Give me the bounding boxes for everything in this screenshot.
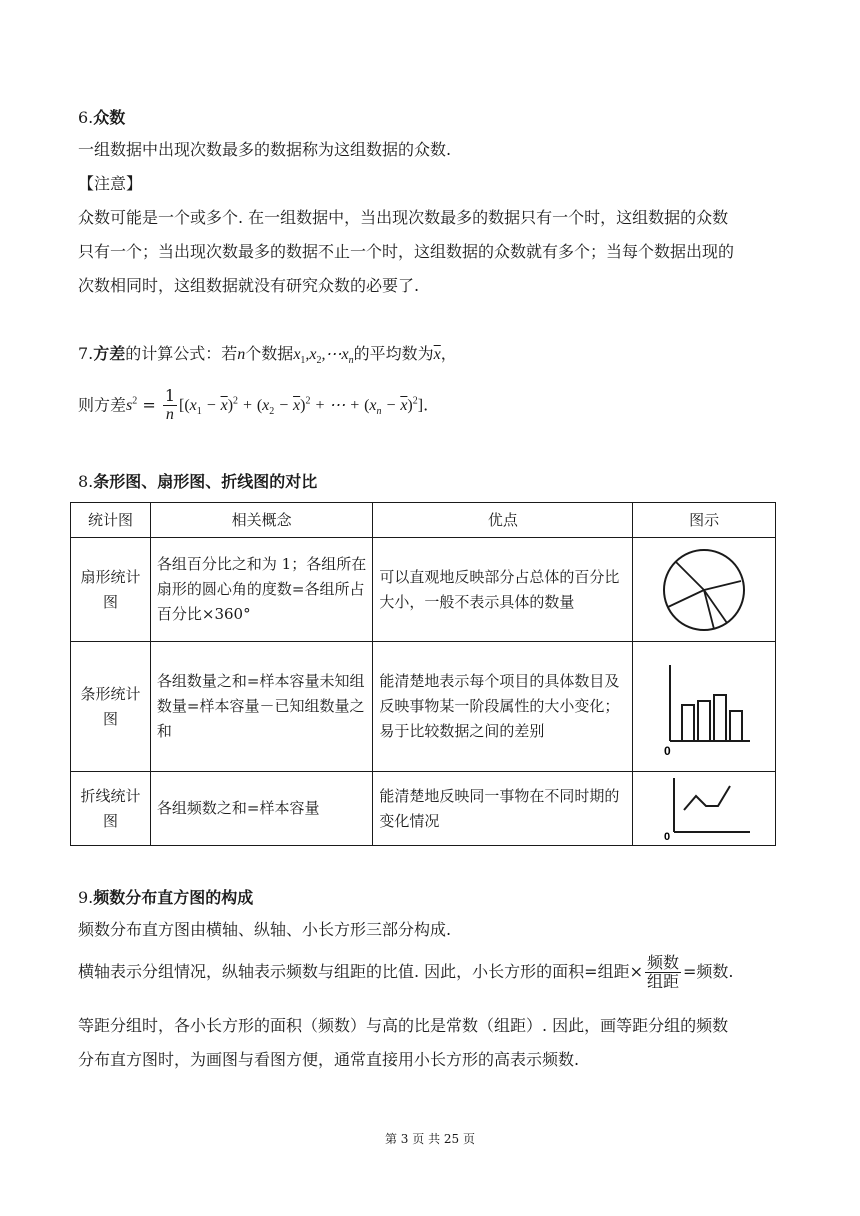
section-7-heading bbox=[78, 344, 457, 371]
section-6-heading bbox=[78, 108, 125, 128]
chart-type-cell: 条形统计图 bbox=[71, 642, 151, 772]
formula-fraction bbox=[163, 387, 177, 424]
formula-prefix: 则方差 bbox=[78, 395, 127, 415]
column-header: 统计图 bbox=[71, 503, 151, 538]
page-number: 3 bbox=[400, 1132, 409, 1146]
text: 的计算公式：若 bbox=[125, 344, 238, 363]
text: 个数据 bbox=[245, 344, 294, 363]
histogram-line-1: 频数分布直方图由横轴、纵轴、小长方形三部分构成. bbox=[78, 920, 452, 939]
page-total: 25 bbox=[443, 1132, 460, 1146]
section-number: 8. bbox=[78, 472, 94, 491]
concept-cell: 各组频数之和=样本容量 bbox=[150, 772, 373, 846]
advantage-cell: 能清楚地表示每个项目的具体数目及反映事物某一阶段属性的大小变化；易于比较数据之间的差别 bbox=[373, 642, 633, 772]
pie-chart-icon bbox=[661, 547, 747, 633]
advantage-cell: 能清楚地反映同一事物在不同时期的变化情况 bbox=[373, 772, 633, 846]
origin-label: 0 bbox=[664, 830, 671, 843]
comparison-table bbox=[70, 502, 776, 846]
note-line-2: 只有一个；当出现次数最多的数据不止一个时，这组数据的众数就有多个；当每个数据出现的 bbox=[78, 242, 735, 261]
table-row bbox=[71, 772, 776, 846]
histogram-line-2 bbox=[78, 952, 734, 992]
section-title: 方差 bbox=[93, 344, 126, 363]
concept-cell: 各组数量之和=样本容量未知组数量=样本容量－已知组数量之和 bbox=[150, 642, 373, 772]
frequency-fraction bbox=[645, 954, 681, 991]
section-title: 条形图、扇形图、折线图的对比 bbox=[93, 472, 318, 491]
numerator: 1 bbox=[164, 386, 176, 406]
figure-cell bbox=[633, 538, 776, 642]
note-line-3: 次数相同时，这组数据就没有研究众数的必要了. bbox=[78, 276, 420, 295]
table-row bbox=[71, 642, 776, 772]
histogram-line-3: 等距分组时，各小长方形的面积（频数）与高的比是常数（组距）. 因此，画等距分组的频数 bbox=[78, 1016, 729, 1035]
origin-label: 0 bbox=[664, 743, 671, 757]
footer-text: 页 共 bbox=[412, 1132, 441, 1146]
note-label: 【注意】 bbox=[78, 174, 143, 193]
section-number: 6. bbox=[78, 108, 94, 127]
section-title: 频数分布直方图的构成 bbox=[93, 888, 254, 907]
chart-type-cell: 扇形统计图 bbox=[71, 538, 151, 642]
bar-chart-icon bbox=[654, 657, 754, 757]
table-row bbox=[71, 538, 776, 642]
section-9-heading bbox=[78, 888, 253, 908]
advantage-cell: 可以直观地反映部分占总体的百分比大小，一般不表示具体的数量 bbox=[373, 538, 633, 642]
section-title: 众数 bbox=[93, 108, 126, 127]
denominator: 组距 bbox=[647, 972, 680, 991]
figure-cell bbox=[633, 772, 776, 846]
chart-type-cell: 折线统计图 bbox=[71, 772, 151, 846]
footer-text: 第 bbox=[384, 1132, 397, 1146]
text: ， bbox=[440, 344, 457, 363]
note-line-1: 众数可能是一个或多个. 在一组数据中，当出现次数最多的数据只有一个时，这组数据的众数 bbox=[78, 208, 729, 227]
column-header: 优点 bbox=[373, 503, 633, 538]
mean-symbol: $\overline{x}$ bbox=[433, 346, 441, 363]
data-list: $x_1,x_2,\cdots x_n$ bbox=[293, 346, 354, 367]
page-footer bbox=[0, 1130, 860, 1147]
footer-text: 页 bbox=[463, 1132, 476, 1146]
column-header: 相关概念 bbox=[150, 503, 373, 538]
numerator: 频数 bbox=[647, 953, 680, 972]
mode-definition: 一组数据中出现次数最多的数据称为这组数据的众数. bbox=[78, 140, 452, 159]
denominator: n bbox=[165, 406, 174, 424]
formula-lhs: $s^2$ bbox=[126, 396, 138, 415]
text: 的平均数为 bbox=[353, 344, 434, 363]
figure-cell bbox=[633, 642, 776, 772]
concept-cell: 各组百分比之和为 1；各组所在扇形的圆心角的度数=各组所占百分比×360° bbox=[150, 538, 373, 642]
line-chart-icon bbox=[654, 774, 754, 844]
text: =频数. bbox=[683, 962, 734, 981]
text: 横轴表示分组情况，纵轴表示频数与组距的比值. 因此，小长方形的面积=组距× bbox=[78, 962, 643, 981]
formula-body: [$(x_1 - \overline{x})^2 + (x_2 - \overline{x})^2$ + ⋯ + $(x_n - \overline{x})^2$] bbox=[179, 396, 424, 418]
section-8-heading bbox=[78, 472, 317, 492]
histogram-line-4: 分布直方图时，为画图与看图方便，通常直接用小长方形的高表示频数. bbox=[78, 1050, 580, 1069]
section-number: 7. bbox=[78, 344, 94, 363]
math-n: n bbox=[237, 346, 246, 363]
variance-formula: 则方差$s^2$ = $\frac{1}{n}$ [$(x_1 - \overline{x})^2 + (x_2 - \overline{x})^2$ + ⋯ + $(x_n - \overline{x})^2$]. bbox=[78, 386, 429, 424]
section-number: 9. bbox=[78, 888, 94, 907]
text: . bbox=[423, 395, 429, 415]
column-header: 图示 bbox=[633, 503, 776, 538]
table-header-row bbox=[71, 503, 776, 538]
